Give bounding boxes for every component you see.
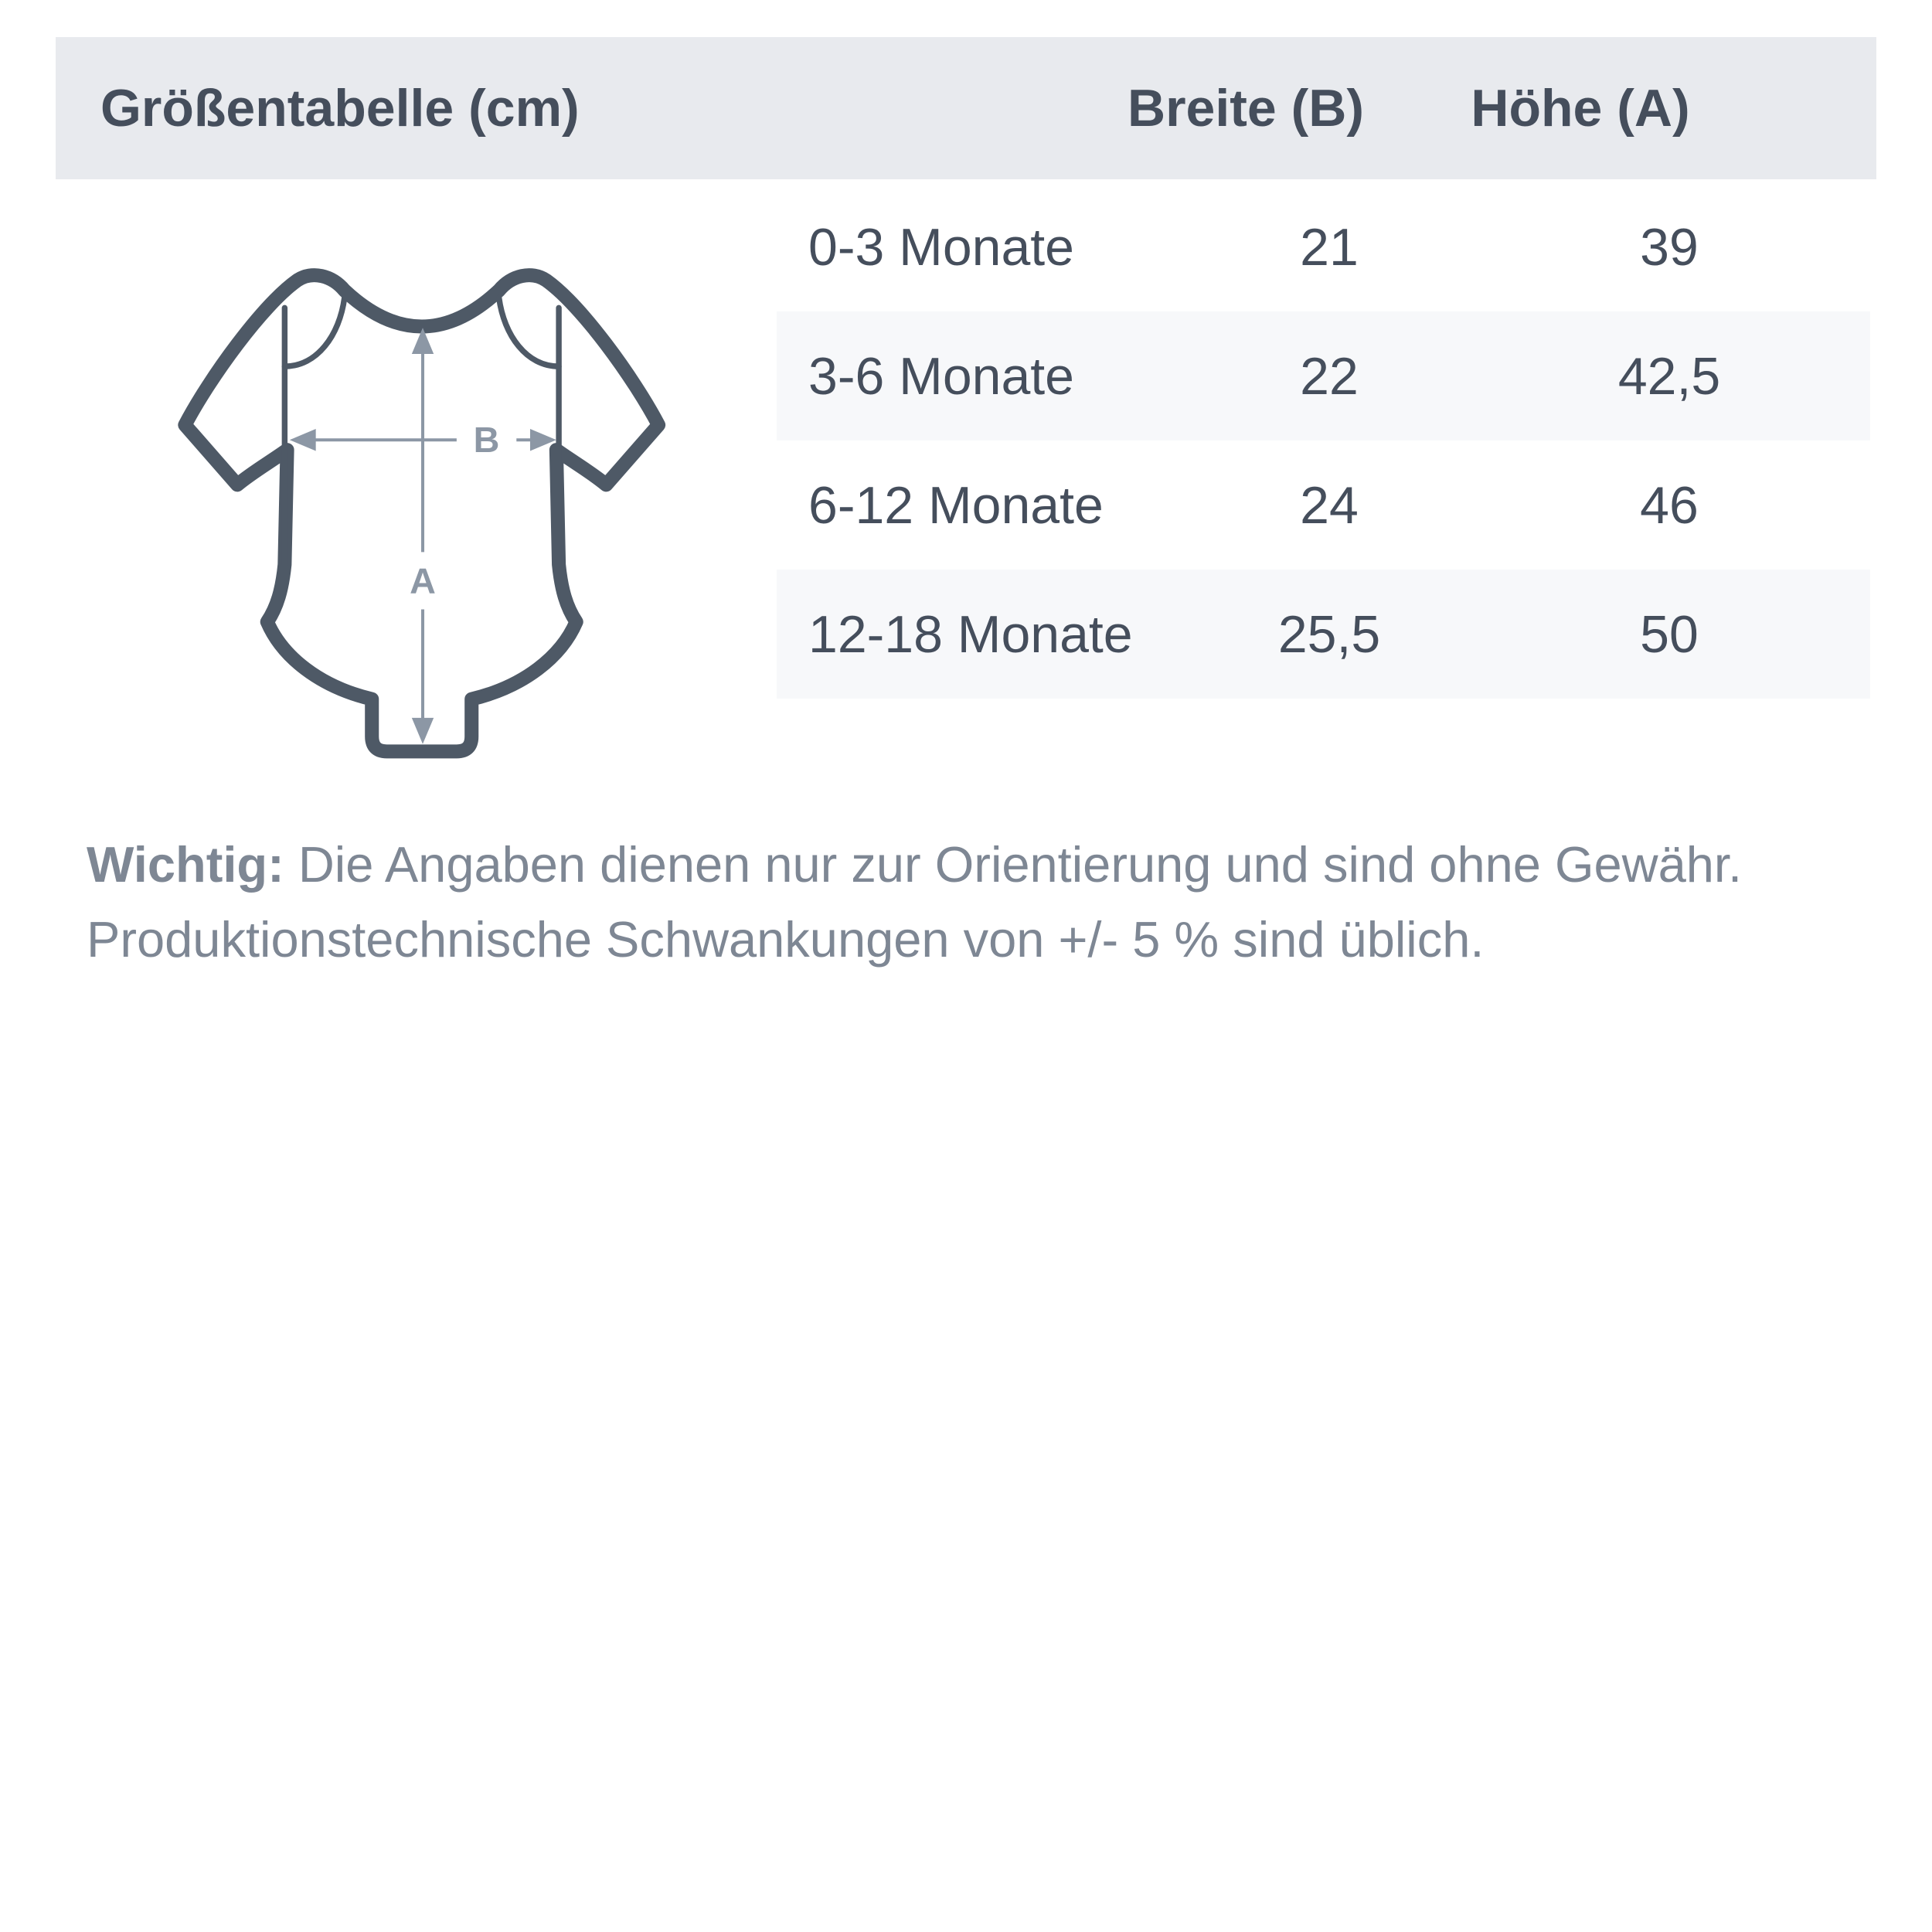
height-value: 42,5 xyxy=(1617,346,1721,406)
bodysuit-illustration-svg xyxy=(170,263,668,767)
size-label: 0-3 Monate xyxy=(808,217,1074,277)
size-label: 6-12 Monate xyxy=(808,475,1104,535)
width-value: 24 xyxy=(1300,475,1359,535)
note-label: Wichtig: xyxy=(87,836,284,893)
size-table xyxy=(777,182,1870,699)
height-label: A xyxy=(410,560,436,601)
shoulder-lap-curve-left xyxy=(284,298,344,366)
size-chart-header xyxy=(56,37,1876,179)
disclaimer-note xyxy=(87,827,1932,977)
column-header-height: Höhe (A) xyxy=(1471,79,1690,138)
height-value: 46 xyxy=(1640,475,1699,535)
width-label: B xyxy=(473,420,500,461)
size-label: 12-18 Monate xyxy=(808,604,1133,664)
table-row xyxy=(777,311,1870,440)
table-row xyxy=(777,570,1870,699)
table-row xyxy=(777,440,1870,570)
table-row xyxy=(777,182,1870,311)
width-value: 21 xyxy=(1300,217,1359,277)
arrowhead-down xyxy=(412,718,434,744)
note-line2: Produktionstechnische Schwankungen von +/- 5 % sind üblich. xyxy=(87,911,1485,968)
shoulder-lap-curve-right xyxy=(499,298,559,366)
note-line1: Die Angaben dienen nur zur Orientierung und sind ohne Gewähr. xyxy=(298,836,1743,893)
size-label: 3-6 Monate xyxy=(808,346,1074,406)
height-value: 39 xyxy=(1640,217,1699,277)
bodysuit-diagram xyxy=(170,263,668,767)
column-header-width: Breite (B) xyxy=(1127,79,1365,138)
width-value: 22 xyxy=(1300,346,1359,406)
width-value: 25,5 xyxy=(1277,604,1381,664)
page-title: Größentabelle (cm) xyxy=(100,79,580,138)
height-value: 50 xyxy=(1640,604,1699,664)
